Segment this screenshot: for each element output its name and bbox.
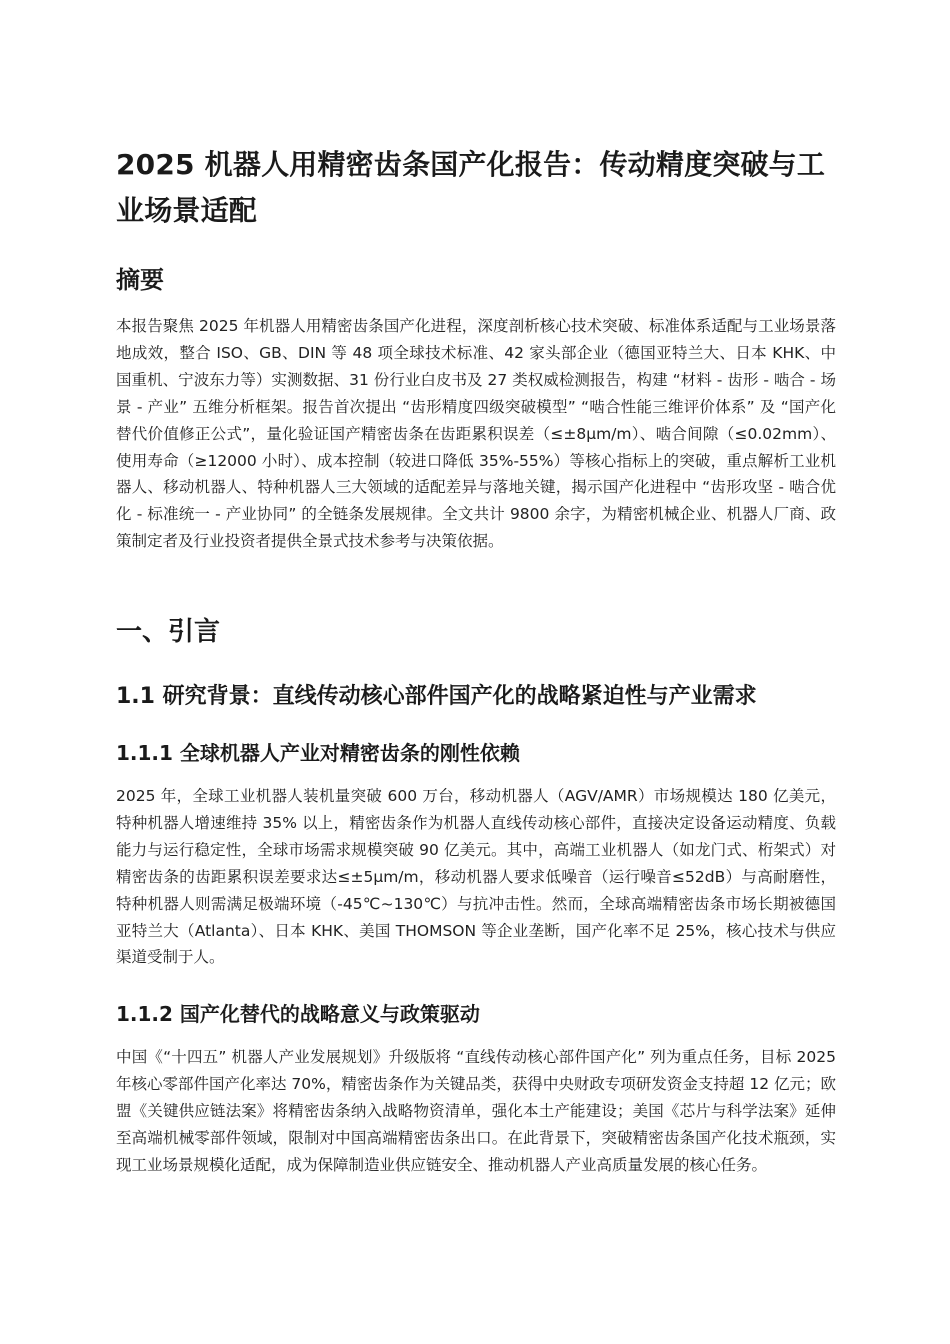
paragraph-1-1-2: 中国《“十四五” 机器人产业发展规划》升级版将 “直线传动核心部件国产化” 列为重点任务，目标 2025 年核心零部件国产化率达 70%，精密齿条作为关键品类，获得中央财政专项研发资金支持超 12 亿元；欧盟《关键供应链法案》将精密齿条纳入战略物资清单，强化本土产能建设；美国《芯片与科学法案》延伸至高端机械零部件领域，限制对中国高端精密齿条出口。在此背景下，突破精密齿条国产化技术瓶颈，实现工业场景规模化适配，成为保障制造业供应链安全、推动机器人产业高质量发展的核心任务。 xyxy=(116,1048,836,1174)
abstract-heading: 摘要 xyxy=(116,266,164,294)
section-heading-introduction: 一、引言 xyxy=(116,617,221,647)
subsubsection-heading-1-1-1: 1.1.1 全球机器人产业对精密齿条的刚性依赖 xyxy=(116,741,520,765)
abstract-paragraph: 本报告聚焦 2025 年机器人用精密齿条国产化进程，深度剖析核心技术突破、标准体系适配与工业场景落地成效，整合 ISO、GB、DIN 等 48 项全球技术标准、42 家头部企业（德国亚特兰大、日本 KHK、中国重机、宁波东力等）实测数据、31 份行业白皮书及 27 类权威检测报告，构建 “材料 - 齿形 - 啮合 - 场景 - 产业” 五维分析框架。报告首次提出 “齿形精度四级突破模型” “啮合性能三维评价体系” 及 “国产化替代价值修正公式”，量化验证国产精密齿条在齿距累积误差（≤±8μm/m）、啮合间隙（≤0.02mm）、使用寿命（≥12000 小时）、成本控制（较进口降低 35%-55%）等核心指标上的突破，重点解析工业机器人、移动机器人、特种机器人三大领域的适配差异与落地关键，揭示国产化进程中 “齿形攻坚 - 啮合优化 - 标准统一 - 产业协同” 的全链条发展规律。全文共计 9800 余字，为精密机械企业、机器人厂商、政策制定者及行业投资者提供全景式技术参考与决策依据。 xyxy=(116,317,836,551)
paragraph-1-1-1: 2025 年，全球工业机器人装机量突破 600 万台，移动机器人（AGV/AMR）市场规模达 180 亿美元，特种机器人增速维持 35% 以上，精密齿条作为机器人直线传动核心部件，直接决定设备运动精度、负载能力与运行稳定性，全球市场需求规模突破 90 亿美元。其中，高端工业机器人（如龙门式、桁架式）对精密齿条的齿距累积误差要求达≤±5μm/m，移动机器人要求低噪音（运行噪音≤52dB）与高耐磨性，特种机器人则需满足极端环境（-45℃~130℃）与抗冲击性。然而，全球高端精密齿条市场长期被德国亚特兰大（Atlanta）、日本 KHK、美国 THOMSON 等企业垄断，国产化率不足 25%，核心技术与供应渠道受制于人。 xyxy=(116,787,836,967)
subsection-heading-1-1: 1.1 研究背景：直线传动核心部件国产化的战略紧迫性与产业需求 xyxy=(116,684,757,709)
page-title: 2025 机器人用精密齿条国产化报告：传动精度突破与工业场景适配 xyxy=(116,148,826,227)
subsubsection-heading-1-1-2: 1.1.2 国产化替代的战略意义与政策驱动 xyxy=(116,1002,480,1026)
